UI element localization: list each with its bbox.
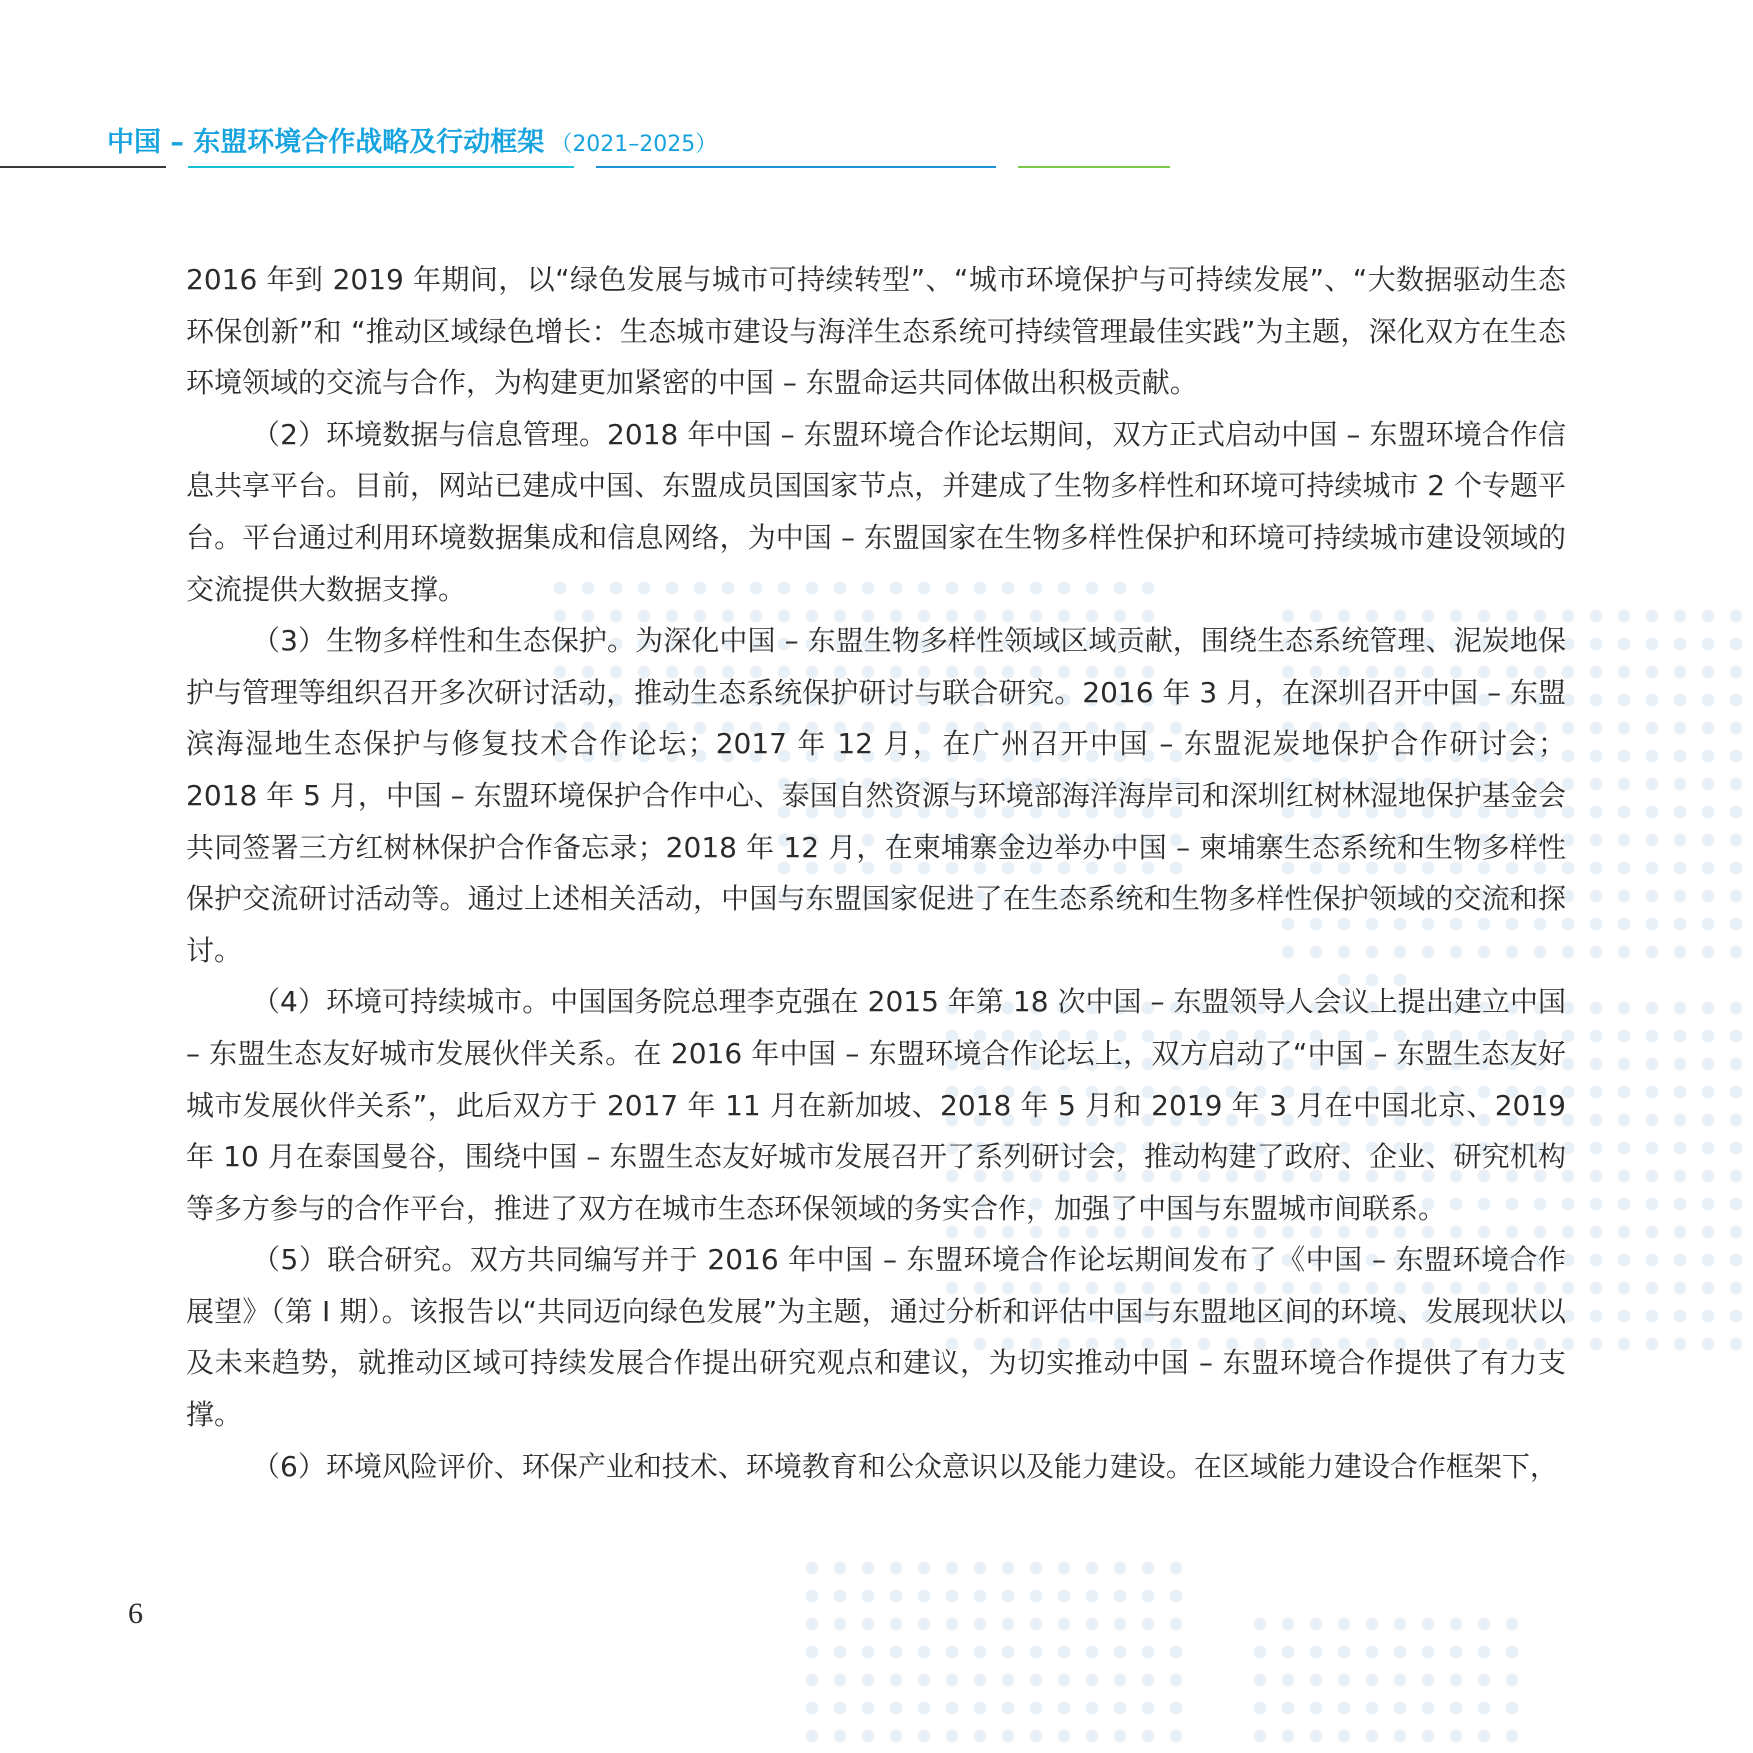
- paragraph-continued: 2016 年到 2019 年期间，以“绿色发展与城市可持续转型”、“城市环境保护与可持续发展”、“大数据驱动生态环保创新”和 “推动区域绿色增长：生态城市建设与海洋生态系统可持续管理最佳实践”为主题，深化双方在生态环境领域的交流与合作，为构建更加紧密的中国 – 东盟命运共同体做出积极贡献。: [186, 263, 1566, 400]
- header-title: 中国 – 东盟环境合作战略及行动框架: [107, 127, 545, 158]
- paragraph-environment-data: （2）环境数据与信息管理。2018 年中国 – 东盟环境合作论坛期间，双方正式启动中国 – 东盟环境合作信息共享平台。目前，网站已建成中国、东盟成员国国家节点，并建成了生物多样性和环境可持续城市 2 个专题平台。平台通过利用环境数据集成和信息网络，为中国 – 东盟国家在生物多样性保护和环境可持续城市建设领域的交流提供大数据支撑。: [186, 417, 1566, 606]
- header-years: （2021–2025）: [550, 132, 718, 157]
- paragraph-biodiversity: （3）生物多样性和生态保护。为深化中国 – 东盟生物多样性领域区域贡献，围绕生态系统管理、泥炭地保护与管理等组织召开多次研讨活动，推动生态系统保护研讨与联合研究。2016 年 3 月，在深圳召开中国 – 东盟滨海湿地生态保护与修复技术合作论坛；2017 年 12 月，在广州召开中国 – 东盟泥炭地保护合作研讨会；2018 年 5 月，中国 – 东盟环境保护合作中心、泰国自然资源与环境部海洋海岸司和深圳红树林湿地保护基金会共同签署三方红树林保护合作备忘录；2018 年 12 月，在柬埔寨金边举办中国 – 柬埔寨生态系统和生物多样性保护交流研讨活动等。通过上述相关活动，中国与东盟国家促进了在生态系统和生物多样性保护领域的交流和探讨。: [186, 624, 1566, 967]
- header-rule-green: [1018, 166, 1170, 168]
- paragraph-capacity-building: （6）环境风险评价、环保产业和技术、环境教育和公众意识以及能力建设。在区域能力建设合作框架下，: [252, 1449, 1558, 1483]
- paragraph-joint-research: （5）联合研究。双方共同编写并于 2016 年中国 – 东盟环境合作论坛期间发布了《中国 – 东盟环境合作展望》（第 I 期）。该报告以“共同迈向绿色发展”为主题，通过分析和评估中国与东盟地区间的环境、发展现状以及未来趋势，就推动区域可持续发展合作提出研究观点和建议，为切实推动中国 – 东盟环境合作提供了有力支撑。: [186, 1243, 1566, 1432]
- running-header: [107, 120, 717, 159]
- header-rule-blue: [596, 166, 996, 168]
- header-rule-dark: [0, 166, 166, 168]
- paragraph-sustainable-cities: （4）环境可持续城市。中国国务院总理李克强在 2015 年第 18 次中国 – 东盟领导人会议上提出建立中国 – 东盟生态友好城市发展伙伴关系。在 2016 年中国 – 东盟环境合作论坛上，双方启动了“中国 – 东盟生态友好城市发展伙伴关系”，此后双方于 2017 年 11 月在新加坡、2018 年 5 月和 2019 年 3 月在中国北京、2019 年 10 月在泰国曼谷，围绕中国 – 东盟生态友好城市发展召开了系列研讨会，推动构建了政府、企业、研究机构等多方参与的合作平台，推进了双方在城市生态环保领域的务实合作，加强了中国与东盟城市间联系。: [186, 985, 1566, 1225]
- page-number: 6: [128, 1597, 143, 1630]
- header-rule-cyan: [188, 166, 574, 168]
- body-text: [186, 254, 1566, 1492]
